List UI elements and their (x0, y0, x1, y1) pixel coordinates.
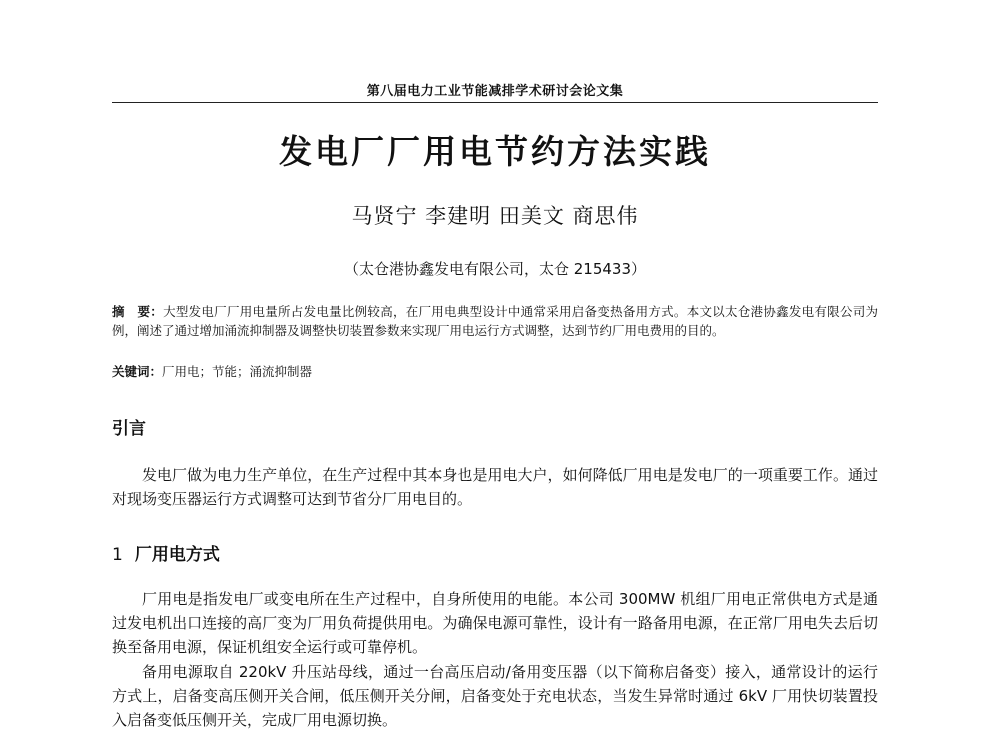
header-rule (112, 102, 878, 103)
abstract-label: 摘 要： (112, 304, 164, 319)
section-title: 厂用电方式 (134, 545, 220, 565)
affiliation: （太仓港协鑫发电有限公司，太仓 215433） (343, 260, 647, 278)
keywords-text: 厂用电；节能；涌流抑制器 (162, 364, 313, 379)
abstract-text: 大型发电厂厂用电量所占发电量比例较高，在厂用电典型设计中通常采用启备变热备用方式。本文以太仓港协鑫发电有限公司为例，阐述了通过增加涌流抑制器及调整快切装置参数来实现厂用电运行方式调整，达到节约厂用电费用的目的。 (112, 304, 878, 338)
section-heading-1 (112, 540, 220, 565)
intro-paragraph: 发电厂做为电力生产单位，在生产过程中其本身也是用电大户，如何降低厂用电是发电厂的一项重要工作。通过对现场变压器运行方式调整可达到节省分厂用电目的。 (112, 466, 878, 508)
paper-title: 发电厂厂用电节约方法实践 (279, 132, 711, 171)
section-number: 1 (112, 545, 123, 565)
abstract (112, 302, 878, 340)
keywords-label: 关键词： (112, 364, 163, 379)
authors: 马贤宁 李建明 田美文 商思伟 (351, 204, 639, 228)
section1-paragraph-1: 厂用电是指发电厂或变电所在生产过程中，自身所使用的电能。本公司 300MW 机组厂用电正常供电方式是通过发电机出口连接的高厂变为厂用负荷提供用电。为确保电源可靠性，设计有一路备用电源，在正常厂用电失去后切换至备用电源，保证机组安全运行或可靠停机。 (112, 590, 878, 656)
keywords (112, 362, 878, 381)
section-heading-intro: 引言 (112, 419, 146, 439)
section1-paragraph-2: 备用电源取自 220kV 升压站母线，通过一台高压启动/备用变压器（以下简称启备变）接入，通常设计的运行方式上，启备变高压侧开关合闸，低压侧开关分闸，启备变处于充电状态，当发生异常时通过 6kV 厂用快切装置投入启备变低压侧开关，完成厂用电源切换。 (112, 663, 878, 729)
running-header: 第八届电力工业节能减排学术研讨会论文集 (366, 84, 624, 99)
